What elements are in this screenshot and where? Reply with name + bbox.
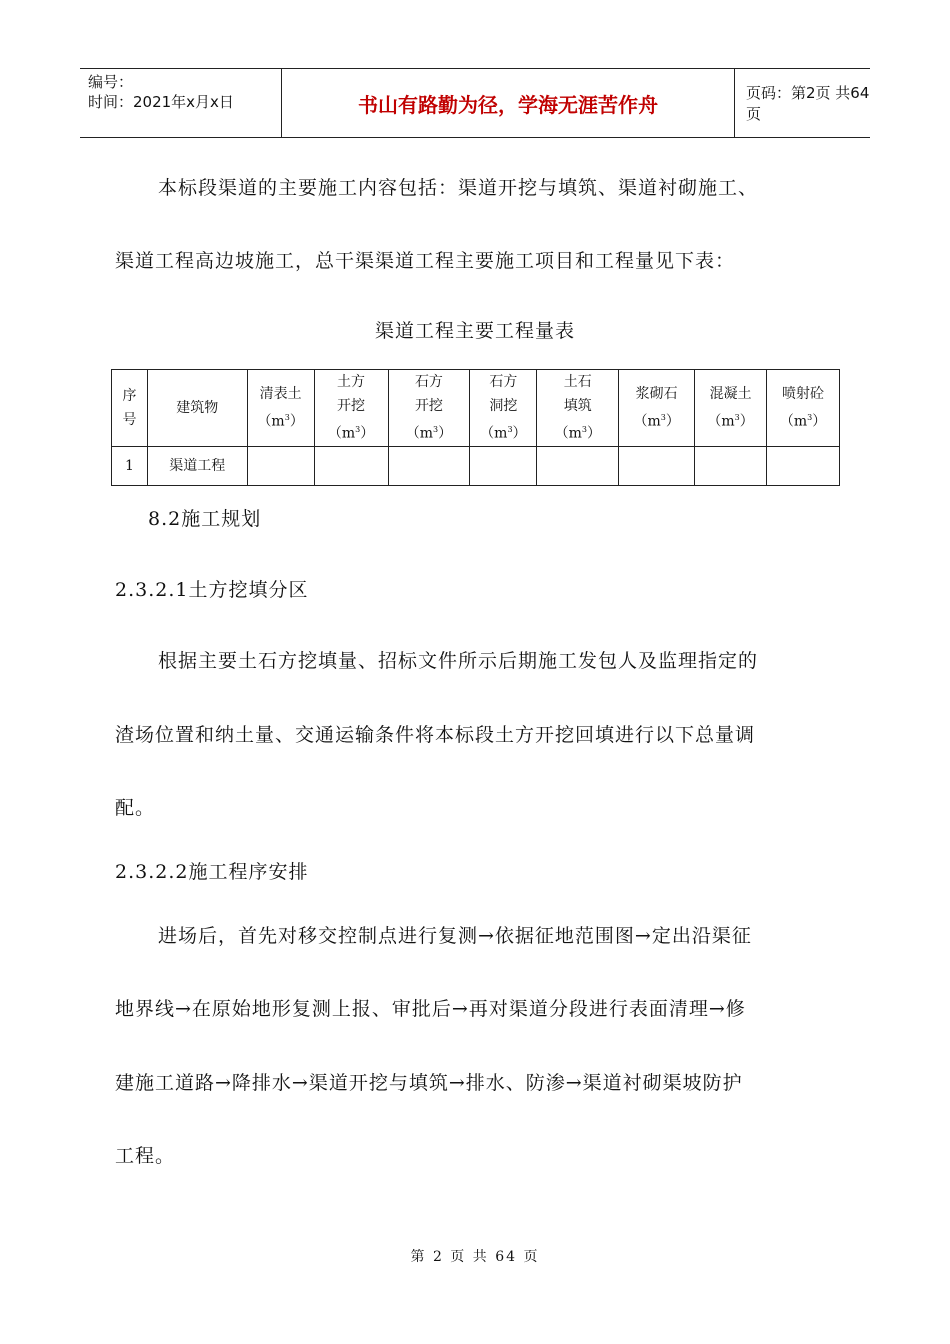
paragraph-3-line-3: 建施工道路→降排水→渠道开挖与填筑→排水、防渗→渠道衬砌渠坡防护	[115, 1072, 743, 1094]
paragraph-3-line-1: 进场后，首先对移交控制点进行复测→依据征地范围图→定出沿渠征	[158, 925, 752, 947]
cell-empty	[537, 447, 619, 486]
section-heading-2-3-2-2: 2.3.2.2施工程序安排	[115, 861, 309, 883]
paragraph-1-line-1: 本标段渠道的主要施工内容包括：渠道开挖与填筑、渠道衬砌施工、	[158, 177, 759, 199]
section-heading-8-2: 8.2施工规划	[148, 508, 262, 530]
col-concrete: 混凝土 $(m^3)$	[695, 370, 767, 447]
col-earth-fill: 土石 填筑 $(m^3)$	[537, 370, 619, 447]
row-seq: 1	[112, 447, 148, 486]
col-stone-excav: 石方 开挖 $(m^3)$	[388, 370, 470, 447]
col-clear: 清表土 $(m^3)$	[247, 370, 314, 447]
header-page-info: 页码：第2页 共64页	[746, 84, 870, 123]
col-earth-excav: 土方 开挖 $(m^3)$	[314, 370, 388, 447]
col-masonry: 浆砌石 $(m^3)$	[619, 370, 695, 447]
cell-empty	[470, 447, 537, 486]
col-seq: 序 号	[112, 370, 148, 447]
page-footer: 第 2 页 共 64 页	[410, 1249, 540, 1265]
header-motto: 书山有路勤为径，学海无涯苦作舟	[282, 69, 735, 137]
number-label: 编号：	[88, 73, 134, 91]
cell-empty	[767, 447, 840, 486]
table-header-row	[112, 370, 840, 447]
time-label: 时间：2021年x月x日	[88, 93, 234, 111]
cell-empty	[247, 447, 314, 486]
header-meta	[80, 69, 282, 137]
paragraph-3-line-4: 工程。	[115, 1145, 176, 1167]
quantity-table	[111, 369, 840, 486]
col-building: 建筑物	[147, 370, 247, 447]
col-shotcrete: 喷射砼 $(m^3)$	[767, 370, 840, 447]
cell-empty	[695, 447, 767, 486]
col-stone-tunnel: 石方 洞挖 $(m^3)$	[470, 370, 537, 447]
cell-empty	[388, 447, 470, 486]
page-header	[80, 68, 870, 138]
paragraph-1-line-2: 渠道工程高边坡施工，总干渠渠道工程主要施工项目和工程量见下表：	[115, 250, 736, 272]
cell-empty	[314, 447, 388, 486]
paragraph-2-line-1: 根据主要土石方挖填量、招标文件所示后期施工发包人及监理指定的	[158, 650, 759, 672]
section-heading-2-3-2-1: 2.3.2.1土方挖填分区	[115, 579, 309, 601]
table-title: 渠道工程主要工程量表	[374, 320, 575, 342]
paragraph-2-line-3: 配。	[115, 797, 156, 819]
cell-empty	[619, 447, 695, 486]
row-name: 渠道工程	[147, 447, 247, 486]
table-row	[112, 447, 840, 486]
paragraph-2-line-2: 渣场位置和纳土量、交通运输条件将本标段土方开挖回填进行以下总量调	[115, 724, 756, 746]
paragraph-3-line-2: 地界线→在原始地形复测上报、审批后→再对渠道分段进行表面清理→修	[115, 998, 746, 1020]
